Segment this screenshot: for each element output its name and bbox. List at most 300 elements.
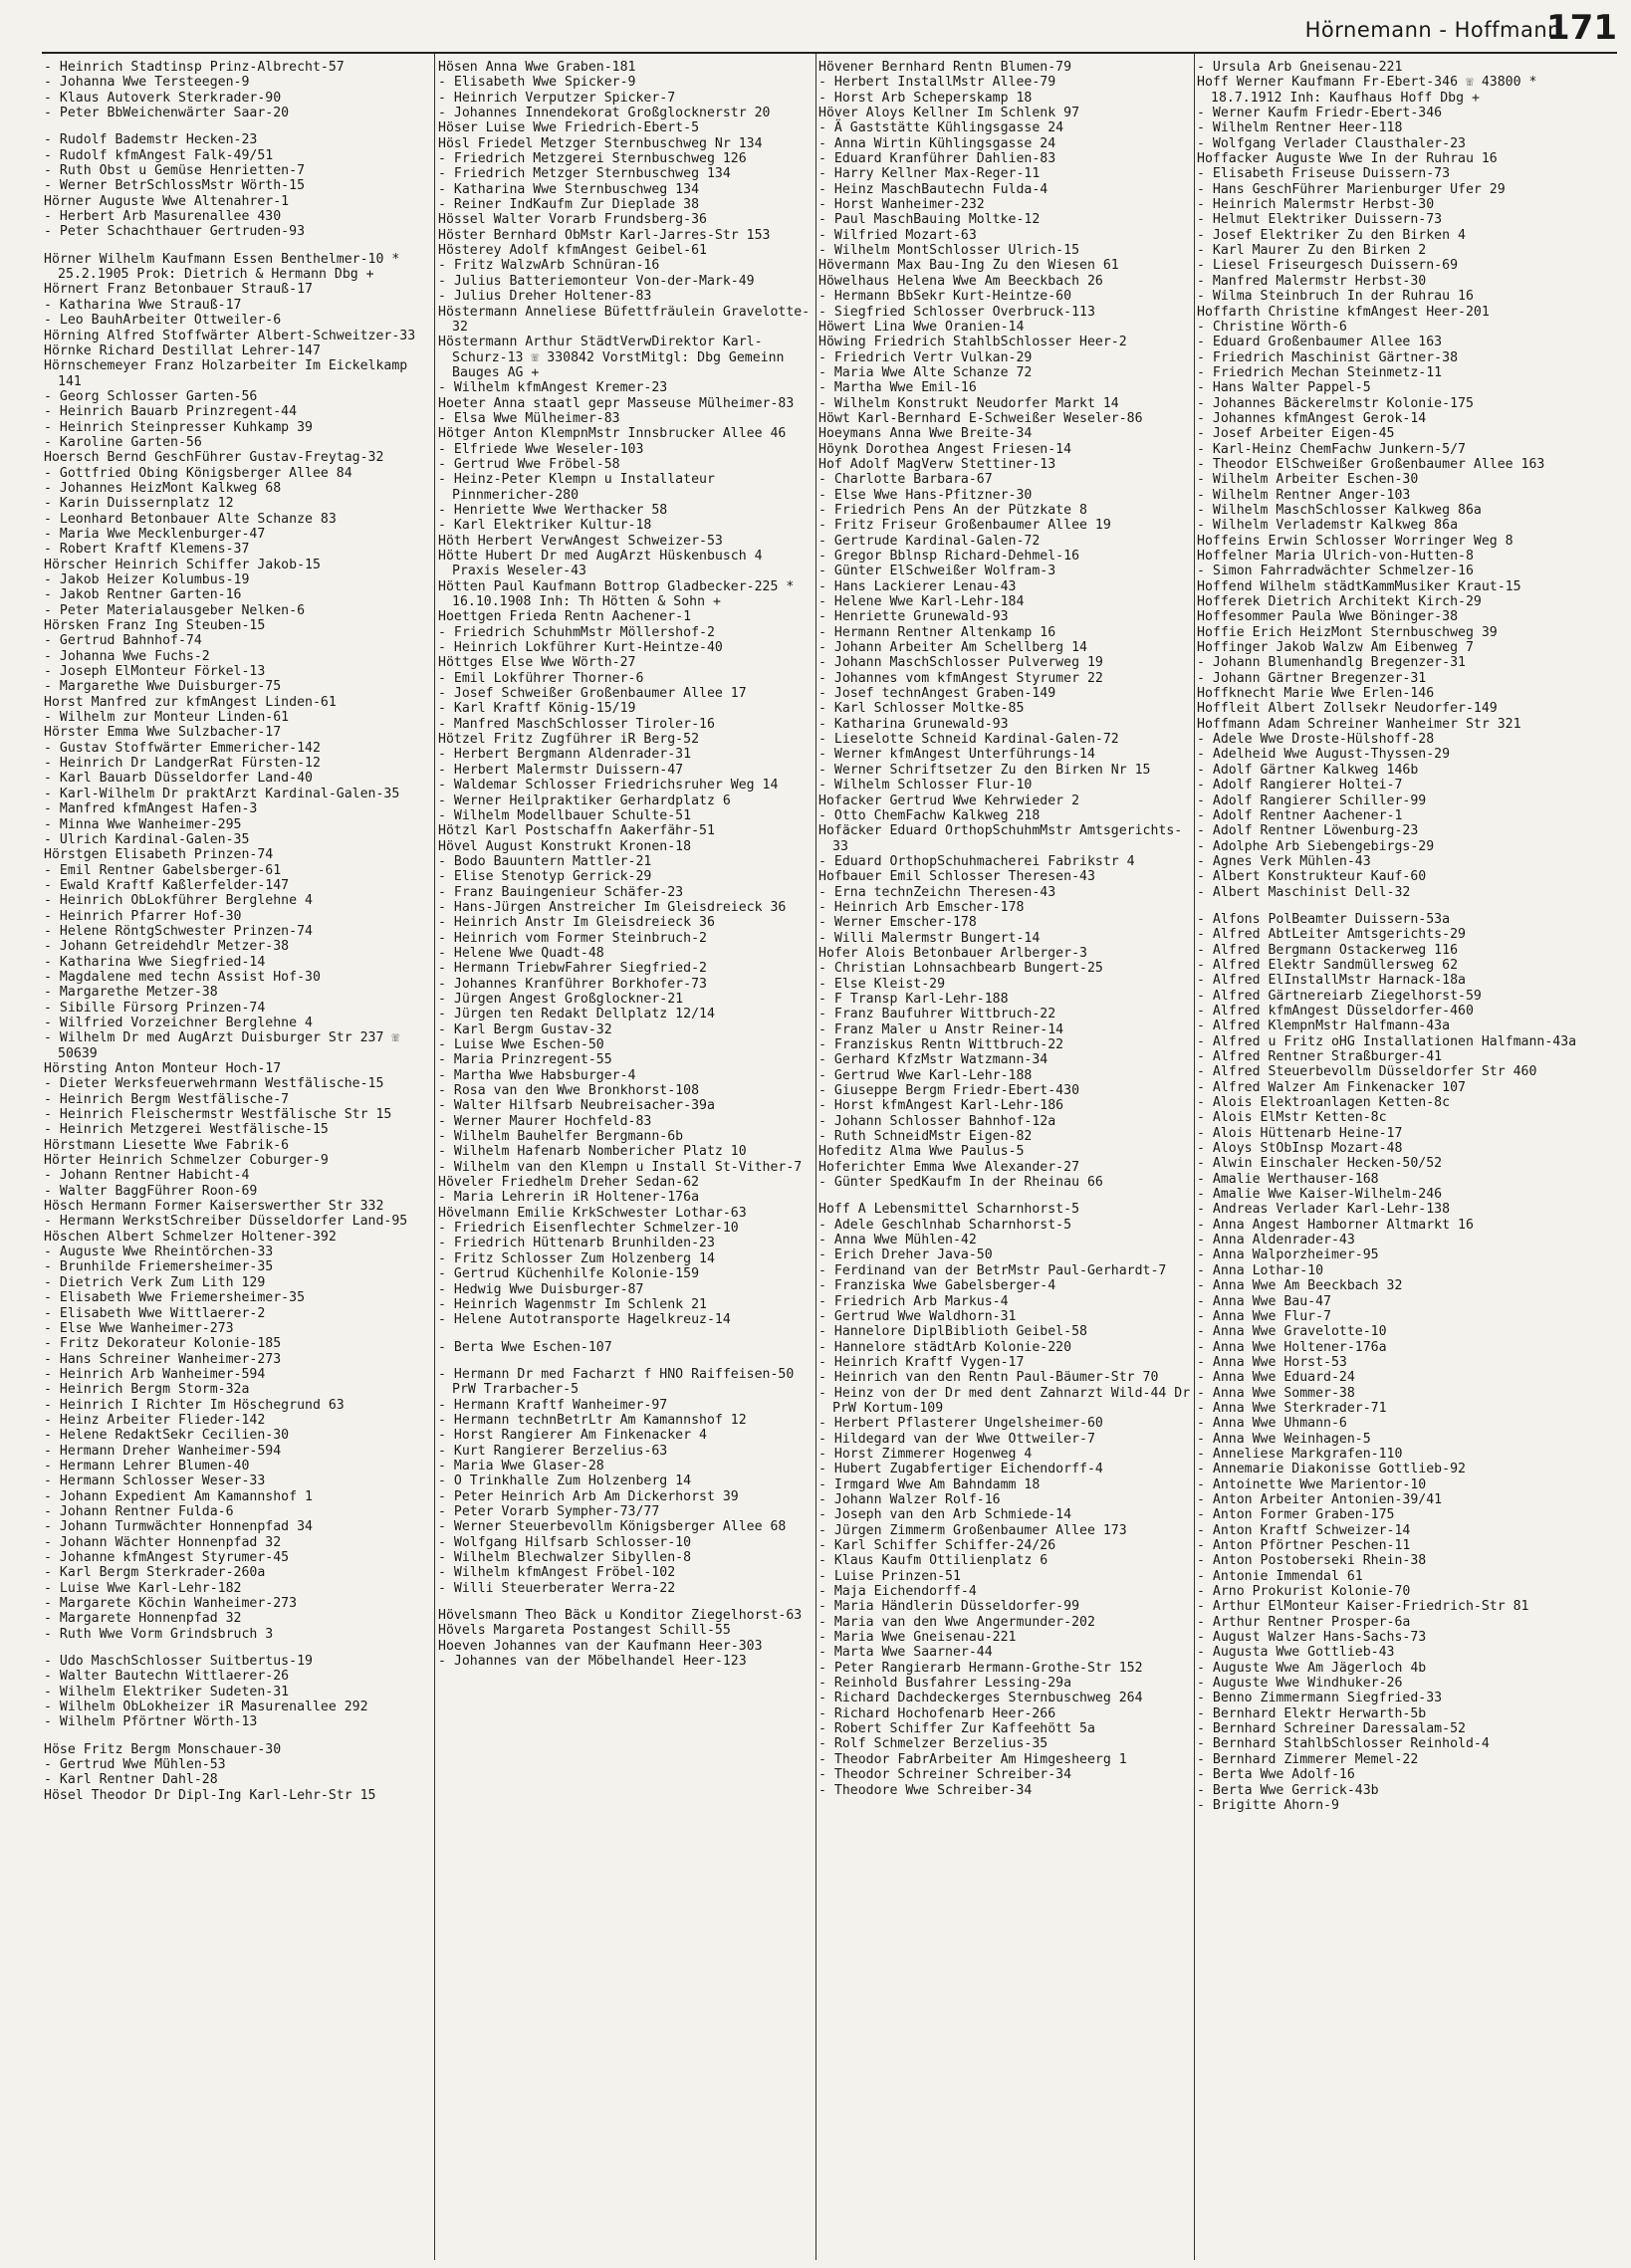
directory-entry: - Friedrich SchuhmMstr Möllershof-2 <box>438 624 715 640</box>
directory-entry: - Luise Prinzen-51 <box>818 1568 961 1584</box>
directory-entry: - Albert Maschinist Dell-32 <box>1197 884 1411 900</box>
directory-entry: - Heinrich Bauarb Prinzregent-44 <box>44 404 298 420</box>
directory-entry: - Elfriede Wwe Weseler-103 <box>438 441 644 457</box>
directory-entry: - Heinrich Verputzer Spicker-7 <box>438 90 676 106</box>
directory-entry: - Alfred Bergmann Ostackerweg 116 <box>1197 942 1459 958</box>
directory-entry: - Udo MaschSchlosser Suitbertus-19 <box>44 1654 313 1670</box>
directory-entry: Hövermann Max Bau-Ing Zu den Wiesen 61 <box>818 258 1119 274</box>
directory-entry: - Friedrich Metzger Sternbuschweg 134 <box>438 166 731 182</box>
directory-entry: Hof Adolf MagVerw Stettiner-13 <box>818 456 1056 472</box>
directory-entry: Hötten Paul Kaufmann Bottrop Gladbecker-225 * 16.10.1908 Inh: Th Hötten & Sohn + <box>438 578 795 610</box>
directory-entry: - Gertrud Wwe Waldhorn-31 <box>818 1308 1017 1324</box>
directory-entry: - Adelheid Wwe August-Thyssen-29 <box>1197 747 1451 763</box>
directory-entry: - Franziska Wwe Gabelsberger-4 <box>818 1278 1056 1294</box>
directory-entry: Hösen Anna Wwe Graben-181 <box>438 60 636 75</box>
directory-entry: - Johanna Wwe Tersteegen-9 <box>44 75 250 91</box>
directory-entry: - Marta Wwe Saarner-44 <box>818 1645 993 1661</box>
directory-entry: - Wilhelm Rentner Anger-103 <box>1197 487 1411 503</box>
directory-entry: - Anna Aldenrader-43 <box>1197 1233 1355 1248</box>
directory-entry: - Elsa Wwe Mülheimer-83 <box>438 410 620 426</box>
directory-entry: - Julius Dreher Holtener-83 <box>438 289 652 305</box>
directory-entry: - Heinz von der Dr med dent Zahnarzt Wild-44 Dr PrW Kortum-109 <box>818 1385 1191 1416</box>
directory-entry: - Erna technZeichn Theresen-43 <box>818 884 1056 900</box>
directory-entry: - Gottfried Obing Königsberger Allee 84 <box>44 465 352 481</box>
directory-entry: Hövener Bernhard Rentn Blumen-79 <box>818 60 1072 75</box>
directory-entry: - Gregor Bblnsp Richard-Dehmel-16 <box>818 549 1080 564</box>
directory-entry: Hoff A Lebensmittel Scharnhorst-5 <box>818 1202 1080 1218</box>
directory-entry: - Karl-Heinz ChemFachw Junkern-5/7 <box>1197 441 1466 457</box>
directory-entry: - Anna Wwe Horst-53 <box>1197 1354 1347 1370</box>
directory-entry: - Anton Postoberseki Rhein-38 <box>1197 1553 1427 1569</box>
directory-entry: - Bernhard Elektr Herwarth-5b <box>1197 1705 1427 1721</box>
directory-entry: - Alfons PolBeamter Duissern-53a <box>1197 911 1451 927</box>
directory-entry: - Alfred u Fritz oHG Installationen Halfmann-43a <box>1197 1033 1577 1049</box>
directory-entry: - Alfred Gärtnereiarb Ziegelhorst-59 <box>1197 988 1482 1004</box>
directory-entry: - Hermann Schlosser Weser-33 <box>44 1474 266 1489</box>
directory-entry: - Jürgen Zimmerm Großenbaumer Allee 173 <box>818 1522 1127 1538</box>
directory-entry: - Anna Wwe Am Beeckbach 32 <box>1197 1278 1403 1294</box>
directory-entry: - Wilhelm Blechwalzer Sibyllen-8 <box>438 1550 692 1565</box>
directory-entry: Hoferichter Emma Wwe Alexander-27 <box>818 1159 1080 1175</box>
directory-entry: - Hermann Dreher Wanheimer-594 <box>44 1443 282 1459</box>
directory-entry: - Anna Wwe Sommer-38 <box>1197 1385 1355 1401</box>
directory-entry: - Alfred ElInstallMstr Harnack-18a <box>1197 973 1466 989</box>
directory-entry: - Anton Pförtner Peschen-11 <box>1197 1538 1411 1553</box>
directory-entry: - Heinrich Lokführer Kurt-Heintze-40 <box>438 640 723 656</box>
directory-entry: - Horst Arb Scheperskamp 18 <box>818 90 1033 106</box>
directory-entry: - Richard Dachdeckerges Sternbuschweg 264 <box>818 1691 1143 1706</box>
page-header <box>0 6 1631 54</box>
directory-entry: - Johann Rentner Fulda-6 <box>44 1503 234 1519</box>
directory-entry: - Lieselotte Schneid Kardinal-Galen-72 <box>818 732 1119 748</box>
directory-entry: Hösl Friedel Metzger Sternbuschweg Nr 134 <box>438 135 763 151</box>
directory-entry: - Friedrich Metzgerei Sternbuschweg 126 <box>438 151 747 167</box>
directory-entry: - Friedrich Eisenflechter Schmelzer-10 <box>438 1221 739 1237</box>
directory-entry: - Maja Eichendorff-4 <box>818 1584 977 1600</box>
directory-entry: Hoffleit Albert Zollsekr Neudorfer-149 <box>1197 701 1498 717</box>
directory-entry: - Friedrich Vertr Vulkan-29 <box>818 349 1033 365</box>
directory-entry: - Franziskus Rentn Wittbruch-22 <box>818 1037 1064 1052</box>
directory-entry: - Wilhelm Schlosser Flur-10 <box>818 778 1033 794</box>
directory-entry: Hofacker Gertrud Wwe Kehrwieder 2 <box>818 793 1080 808</box>
directory-entry: - Agnes Verk Mühlen-43 <box>1197 853 1371 869</box>
directory-entry: - Fritz WalzwArb Schnüran-16 <box>438 258 660 274</box>
directory-entry: - Walter Hilfsarb Neubreisacher-39a <box>438 1098 715 1114</box>
running-head: Hörnemann - Hoffmann <box>1304 18 1561 42</box>
directory-entry: Hötte Hubert Dr med AugArzt Hüskenbusch 4 Praxis Weseler-43 <box>438 549 763 579</box>
directory-entry: - Manfred MaschSchlosser Tiroler-16 <box>438 716 715 732</box>
directory-entry: Hoff Werner Kaufmann Fr-Ebert-346 ☏ 43800 * 18.7.1912 Inh: Kaufhaus Hoff Dbg + <box>1197 75 1537 106</box>
directory-entry: Hörscher Heinrich Schiffer Jakob-15 <box>44 557 321 572</box>
directory-entry: - Werner Steuerbevollm Königsberger Allee 68 <box>438 1519 787 1535</box>
directory-entry: - Bernhard StahlbSchlosser Reinhold-4 <box>1197 1736 1490 1752</box>
directory-entry: - Anna Angest Hamborner Altmarkt 16 <box>1197 1217 1474 1233</box>
directory-entry: Hoffarth Christine kfmAngest Heer-201 <box>1197 304 1490 320</box>
directory-entry: - Margarethe Wwe Duisburger-75 <box>44 679 282 695</box>
directory-entry: - Alfred AbtLeiter Amtsgerichts-29 <box>1197 927 1466 943</box>
directory-entry: - Elisabeth Wwe Spicker-9 <box>438 75 636 91</box>
directory-entry: - Wilhelm Arbeiter Eschen-30 <box>1197 472 1419 488</box>
directory-entry: Höwt Karl-Bernhard E-Schweißer Weseler-86 <box>818 410 1143 426</box>
directory-entry: - Else Kleist-29 <box>818 976 946 992</box>
directory-entry: - Peter Heinrich Arb Am Dickerhorst 39 <box>438 1488 739 1504</box>
directory-entry: - Walter BaggFührer Roon-69 <box>44 1183 258 1199</box>
directory-entry: - Anneliese Markgrafen-110 <box>1197 1446 1403 1462</box>
directory-entry: - Heinrich vom Former Steinbruch-2 <box>438 930 707 946</box>
directory-entry: - Rudolf kfmAngest Falk-49/51 <box>44 147 274 163</box>
directory-entry: - Rosa van den Wwe Bronkhorst-108 <box>438 1083 700 1099</box>
directory-entry: - Heinrich Bergm Westfälische-7 <box>44 1091 290 1107</box>
directory-entry: Hösel Theodor Dr Dipl-Ing Karl-Lehr-Str 15 <box>44 1787 376 1803</box>
directory-entry: - Friedrich Hüttenarb Brunhilden-23 <box>438 1236 715 1251</box>
directory-entry: - Hermann Lehrer Blumen-40 <box>44 1458 250 1474</box>
directory-entry: - Hermann BbSekr Kurt-Heintze-60 <box>818 289 1072 305</box>
directory-entry: - Aloys StObInsp Mozart-48 <box>1197 1141 1403 1157</box>
directory-entry: - Emil Lokführer Thorner-6 <box>438 670 644 686</box>
directory-entry: - Wilhelm Elektriker Sudeten-31 <box>44 1684 290 1700</box>
directory-entry: - Margarethe Metzer-38 <box>44 985 218 1001</box>
directory-entry: - Franz Bauingenieur Schäfer-23 <box>438 884 684 900</box>
directory-entry: - Katharina Wwe Strauß-17 <box>44 297 242 313</box>
directory-entry: - Heinrich Steinpresser Kuhkamp 39 <box>44 419 313 435</box>
directory-entry: - Hannelore DiplBiblioth Geibel-58 <box>818 1324 1087 1340</box>
directory-entry: - Johann Wächter Honnenpfad 32 <box>44 1534 282 1550</box>
directory-entry: - Heinrich Pfarrer Hof-30 <box>44 908 242 924</box>
directory-entry: - Auguste Wwe Windhuker-26 <box>1197 1676 1403 1692</box>
directory-entry: - Heinz-Peter Klempn u Installateur Pinnmericher-280 <box>438 472 715 503</box>
directory-entry: - Charlotte Barbara-67 <box>818 472 993 488</box>
directory-entry: - Josef Schweißer Großenbaumer Allee 17 <box>438 686 747 702</box>
column-divider <box>434 54 435 2260</box>
directory-entry: - Katharina Wwe Siegfried-14 <box>44 954 266 970</box>
directory-entry: - Wilhelm Verlademstr Kalkweg 86a <box>1197 518 1459 534</box>
directory-entry: - Heinrich Arb Wanheimer-594 <box>44 1366 266 1382</box>
directory-entry: - Karin Duissernplatz 12 <box>44 496 234 512</box>
directory-entry: - Auguste Wwe Rheintörchen-33 <box>44 1245 274 1260</box>
directory-entry: - Josef Arbeiter Eigen-45 <box>1197 426 1395 442</box>
directory-entry: - Willi Steuerberater Werra-22 <box>438 1580 676 1596</box>
directory-entry: - Wilhelm zur Monteur Linden-61 <box>44 710 290 726</box>
directory-entry: - Ruth Obst u Gemüse Henrietten-7 <box>44 163 306 179</box>
directory-entry: Hoffacker Auguste Wwe In der Ruhrau 16 <box>1197 151 1498 167</box>
directory-entry: - Heinrich Stadtinsp Prinz-Albrecht-57 <box>44 60 345 75</box>
directory-entry: Höstermann Arthur StädtVerwDirektor Karl-Schurz-13 ☏ 330842 VorstMitgl: Dbg Gemeinn Bauges AG + <box>438 335 785 380</box>
directory-entry: - Irmgard Wwe Am Bahndamm 18 <box>818 1476 1041 1492</box>
directory-entry: - Adolphe Arb Siebengebirgs-29 <box>1197 838 1435 854</box>
directory-entry: - Liesel Friseurgesch Duissern-69 <box>1197 258 1459 274</box>
directory-entry: - Margarete Köchin Wanheimer-273 <box>44 1596 298 1612</box>
directory-entry: - Friedrich Mechan Steinmetz-11 <box>1197 364 1443 380</box>
directory-entry: Höth Herbert VerwAngest Schweizer-53 <box>438 533 723 549</box>
directory-entry: - Horst Zimmerer Hogenweg 4 <box>818 1446 1033 1462</box>
directory-entry: Hoersch Bernd GeschFührer Gustav-Freytag-32 <box>44 450 384 466</box>
directory-entry: - Johann Schlosser Bahnhof-12a <box>818 1113 1056 1129</box>
directory-entry: Hösterey Adolf kfmAngest Geibel-61 <box>438 243 707 259</box>
directory-entry: Hoettgen Frieda Rentn Aachener-1 <box>438 609 692 625</box>
directory-entry: - Annemarie Diakonisse Gottlieb-92 <box>1197 1462 1466 1477</box>
directory-entry: - Werner Maurer Hochfeld-83 <box>438 1113 652 1129</box>
directory-entry: - Heinrich I Richter Im Höschegrund 63 <box>44 1397 345 1413</box>
directory-entry: - Adolf Rangierer Schiller-99 <box>1197 793 1427 808</box>
directory-entry: Hörner Auguste Wwe Altenahrer-1 <box>44 193 290 209</box>
directory-entry: - Georg Schlosser Garten-56 <box>44 388 258 404</box>
directory-entry: - Helene RöntgSchwester Prinzen-74 <box>44 923 313 939</box>
directory-entry: - Paul MaschBauing Moltke-12 <box>818 212 1041 228</box>
directory-entry: - Ewald Kraftf Kaßlerfelder-147 <box>44 877 290 893</box>
directory-entry: - Hildegard van der Wwe Ottweiler-7 <box>818 1431 1095 1447</box>
directory-entry: - Wilhelm Konstrukt Neudorfer Markt 14 <box>818 395 1119 411</box>
directory-entry: - Luise Wwe Karl-Lehr-182 <box>44 1580 242 1596</box>
directory-entry: - Günter ElSchweißer Wolfram-3 <box>818 564 1056 579</box>
directory-entry: - Hubert Zugabfertiger Eichendorff-4 <box>818 1462 1103 1477</box>
directory-entry: - Willi Malermstr Bungert-14 <box>818 930 1041 946</box>
directory-entry: - Peter Rangierarb Hermann-Grothe-Str 152 <box>818 1660 1143 1676</box>
directory-entry: - Manfred Malermstr Herbst-30 <box>1197 273 1427 289</box>
directory-entry: - Friedrich Pens An der Pützkate 8 <box>818 502 1087 518</box>
directory-entry: - Adolf Rangierer Holtei-7 <box>1197 778 1403 794</box>
directory-entry: Hörsken Franz Ing Steuben-15 <box>44 618 266 634</box>
directory-entry: Höwelhaus Helena Wwe Am Beeckbach 26 <box>818 273 1103 289</box>
directory-entry: - Theodor FabrArbeiter Am Himgesheerg 1 <box>818 1751 1127 1767</box>
directory-column-1 <box>44 60 430 2260</box>
directory-entry: - Anna Wwe Eduard-24 <box>1197 1370 1355 1386</box>
directory-entry: Hoffknecht Marie Wwe Erlen-146 <box>1197 686 1435 702</box>
directory-entry: - Johanne kfmAngest Styrumer-45 <box>44 1550 290 1565</box>
directory-entry: - Ä Gaststätte Kühlingsgasse 24 <box>818 120 1064 136</box>
directory-entry: - Johannes HeizMont Kalkweg 68 <box>44 480 282 496</box>
directory-entry: - Wilhelm kfmAngest Kremer-23 <box>438 380 668 396</box>
directory-entry: - Benno Zimmermann Siegfried-33 <box>1197 1691 1443 1706</box>
directory-entry: - Johannes Kranführer Borkhofer-73 <box>438 976 707 992</box>
directory-entry: - Auguste Wwe Am Jägerloch 4b <box>1197 1660 1427 1676</box>
directory-entry: - Adele Geschlnhab Scharnhorst-5 <box>818 1217 1072 1233</box>
directory-entry: - Henriette Grunewald-93 <box>818 609 1009 625</box>
directory-entry: - Manfred kfmAngest Hafen-3 <box>44 801 258 817</box>
directory-entry: - Else Wwe Wanheimer-273 <box>44 1320 234 1336</box>
directory-entry: - Helene RedaktSekr Cecilien-30 <box>44 1428 290 1444</box>
directory-entry: Hörnert Franz Betonbauer Strauß-17 <box>44 282 313 298</box>
directory-entry: - Heinrich van den Rentn Paul-Bäumer-Str 70 <box>818 1370 1159 1386</box>
directory-entry: - Gertrud Wwe Karl-Lehr-188 <box>818 1067 1033 1083</box>
directory-entry: - Alfred Rentner Straßburger-41 <box>1197 1049 1443 1064</box>
directory-entry: Hoffmann Adam Schreiner Wanheimer Str 321 <box>1197 716 1521 732</box>
directory-entry: - Johann Blumenhandlg Bregenzer-31 <box>1197 655 1466 671</box>
directory-entry: - Wilhelm MaschSchlosser Kalkweg 86a <box>1197 502 1482 518</box>
directory-entry: Höster Bernhard ObMstr Karl-Jarres-Str 153 <box>438 227 771 243</box>
directory-entry: - Hermann Kraftf Wanheimer-97 <box>438 1397 668 1413</box>
directory-entry: - Karoline Garten-56 <box>44 434 202 450</box>
directory-entry: - Wilfried Mozart-63 <box>818 227 977 243</box>
directory-entry: - Amalie Wwe Kaiser-Wilhelm-246 <box>1197 1187 1443 1203</box>
directory-entry: - Herbert Bergmann Aldenrader-31 <box>438 747 692 763</box>
directory-entry: Hösch Hermann Former Kaiserswerther Str 332 <box>44 1199 384 1215</box>
directory-entry: - Hermann Rentner Altenkamp 16 <box>818 624 1056 640</box>
directory-entry: - Adolf Rentner Aachener-1 <box>1197 807 1403 823</box>
directory-entry: Hofferek Dietrich Architekt Kirch-29 <box>1197 594 1482 610</box>
directory-entry: - Hermann Dr med Facharzt f HNO Raiffeisen-50 PrW Trarbacher-5 <box>438 1366 795 1398</box>
directory-entry: - Fritz Schlosser Zum Holzenberg 14 <box>438 1250 715 1266</box>
directory-entry: - Jakob Rentner Garten-16 <box>44 587 242 603</box>
directory-entry: - Gertrud Wwe Fröbel-58 <box>438 456 620 472</box>
directory-entry: - Rudolf Bademstr Hecken-23 <box>44 132 258 148</box>
directory-entry: - Ferdinand van der BetrMstr Paul-Gerhardt-7 <box>818 1262 1167 1278</box>
directory-entry: - Alfred Walzer Am Finkenacker 107 <box>1197 1079 1466 1095</box>
directory-entry: - Leonhard Betonbauer Alte Schanze 83 <box>44 511 337 527</box>
directory-entry: - O Trinkhalle Zum Holzenberg 14 <box>438 1474 692 1489</box>
directory-entry: - Alois ElMstr Ketten-8c <box>1197 1110 1387 1126</box>
directory-entry: - Gerhard KfzMstr Watzmann-34 <box>818 1052 1048 1068</box>
directory-entry: - Günter SpedKaufm In der Rheinau 66 <box>818 1175 1103 1191</box>
directory-entry: - Simon Fahrradwächter Schmelzer-16 <box>1197 564 1474 579</box>
directory-entry: - Wilhelm Modellbauer Schulte-51 <box>438 807 692 823</box>
directory-entry: - Heinz Arbeiter Flieder-142 <box>44 1412 266 1428</box>
directory-entry: Hövelmann Emilie KrkSchwester Lothar-63 <box>438 1205 747 1221</box>
directory-entry: - Joseph ElMonteur Förkel-13 <box>44 664 266 680</box>
directory-entry: - Berta Wwe Adolf-16 <box>1197 1767 1355 1783</box>
directory-entry: - Heinrich Fleischermstr Westfälische Str 15 <box>44 1107 392 1123</box>
directory-entry: - Heinrich Dr LandgerRat Fürsten-12 <box>44 756 321 772</box>
directory-entry: - Maria van den Wwe Angermunder-202 <box>818 1614 1095 1630</box>
directory-entry: - Bernhard Schreiner Daressalam-52 <box>1197 1721 1466 1737</box>
directory-entry: - Leo BauhArbeiter Ottweiler-6 <box>44 313 282 329</box>
directory-entry: - Berta Wwe Eschen-107 <box>438 1339 612 1355</box>
directory-entry: - Johann Getreidehdlr Metzer-38 <box>44 939 290 955</box>
directory-entry: - Friedrich Maschinist Gärtner-38 <box>1197 349 1459 365</box>
directory-entry: - Anna Lothar-10 <box>1197 1262 1324 1278</box>
directory-entry: - Eduard Kranführer Dahlien-83 <box>818 151 1056 167</box>
directory-entry: - Maria Wwe Alte Schanze 72 <box>818 364 1033 380</box>
directory-entry: - Sibille Fürsorg Prinzen-74 <box>44 1000 266 1016</box>
directory-entry: - Heinrich Metzgerei Westfälische-15 <box>44 1122 329 1138</box>
directory-entry: Hoffelner Maria Ulrich-von-Hutten-8 <box>1197 549 1474 564</box>
directory-entry: - Anna Wwe Bau-47 <box>1197 1293 1331 1309</box>
directory-entry: Höschen Albert Schmelzer Holtener-392 <box>44 1229 337 1245</box>
directory-entry: - Anna Wwe Flur-7 <box>1197 1308 1331 1324</box>
directory-entry: - Jakob Heizer Kolumbus-19 <box>44 572 250 587</box>
directory-entry: - Anton Arbeiter Antonien-39/41 <box>1197 1491 1443 1507</box>
directory-entry: - Horst kfmAngest Karl-Lehr-186 <box>818 1098 1064 1114</box>
directory-entry: - Arno Prokurist Kolonie-70 <box>1197 1584 1411 1600</box>
directory-entry: Höwing Friedrich StahlbSchlosser Heer-2 <box>818 335 1127 350</box>
directory-entry: - Christian Lohnsachbearb Bungert-25 <box>818 961 1103 977</box>
directory-entry: - Bodo Bauuntern Mattler-21 <box>438 853 652 869</box>
directory-entry: - Robert Kraftf Klemens-37 <box>44 542 250 558</box>
directory-entry: Hoeter Anna staatl gepr Masseuse Mülheimer-83 <box>438 395 795 411</box>
directory-entry: - F Transp Karl-Lehr-188 <box>818 991 1009 1007</box>
directory-entry: - Alwin Einschaler Hecken-50/52 <box>1197 1156 1443 1172</box>
directory-entry: - Alfred Elektr Sandmüllersweg 62 <box>1197 957 1459 973</box>
directory-entry: - Waldemar Schlosser Friedrichsruher Weg 14 <box>438 778 779 794</box>
directory-entry: - Giuseppe Bergm Friedr-Ebert-430 <box>818 1083 1080 1099</box>
directory-entry: - August Walzer Hans-Sachs-73 <box>1197 1630 1427 1646</box>
directory-entry: - Karl Bergm Sterkrader-260a <box>44 1565 266 1581</box>
directory-entry: - Magdalene med techn Assist Hof-30 <box>44 969 321 985</box>
directory-entry: - Anton Former Graben-175 <box>1197 1507 1395 1523</box>
directory-entry: Hofäcker Eduard OrthopSchuhmMstr Amtsgerichts-33 <box>818 823 1183 854</box>
directory-entry: - Berta Wwe Gerrick-43b <box>1197 1782 1379 1798</box>
directory-entry: - Walter Bautechn Wittlaerer-26 <box>44 1669 290 1685</box>
directory-entry: Hörner Wilhelm Kaufmann Essen Benthelmer-10 * 25.2.1905 Prok: Dietrich & Hermann Dbg + <box>44 251 400 283</box>
directory-entry: - Werner Emscher-178 <box>818 915 977 931</box>
directory-entry: - Gertrud Bahnhof-74 <box>44 633 202 649</box>
directory-entry: - Wilhelm Dr med AugArzt Duisburger Str 237 ☏ 50639 <box>44 1030 400 1061</box>
directory-entry: Höynk Dorothea Angest Friesen-14 <box>818 441 1072 457</box>
directory-entry: - Heinrich ObLokführer Berglehne 4 <box>44 893 313 909</box>
directory-entry: - Johannes Bäckerelmstr Kolonie-175 <box>1197 395 1474 411</box>
directory-entry: - Rolf Schmelzer Berzelius-35 <box>818 1736 1048 1752</box>
directory-entry: - Maria Wwe Mecklenburger-47 <box>44 526 266 542</box>
directory-entry: Höver Aloys Kellner Im Schlenk 97 <box>818 106 1080 121</box>
directory-entry: - Richard Hochofenarb Heer-266 <box>818 1705 1056 1721</box>
directory-entry: - Andreas Verlader Karl-Lehr-138 <box>1197 1202 1451 1218</box>
directory-entry: - Brigitte Ahorn-9 <box>1197 1797 1339 1813</box>
directory-entry: - Maria Wwe Gneisenau-221 <box>818 1630 1017 1646</box>
directory-entry: Hörnschemeyer Franz Holzarbeiter Im Eickelkamp 141 <box>44 358 408 389</box>
directory-entry: - Adolf Gärtner Kalkweg 146b <box>1197 762 1419 778</box>
directory-entry: - Johann MaschSchlosser Pulverweg 19 <box>818 655 1103 671</box>
directory-entry: - Wilhelm MontSchlosser Ulrich-15 <box>818 243 1080 259</box>
directory-entry: - Heinrich Wagenmstr Im Schlenk 21 <box>438 1296 707 1312</box>
directory-entry: - Bernhard Zimmerer Memel-22 <box>1197 1751 1419 1767</box>
directory-entry: - Julius Batteriemonteur Von-der-Mark-49 <box>438 273 755 289</box>
directory-entry: - Martha Wwe Habsburger-4 <box>438 1067 636 1083</box>
directory-entry: - Johannes van der Möbelhandel Heer-123 <box>438 1654 747 1670</box>
directory-entry: - Peter Schachthauer Gertruden-93 <box>44 224 306 240</box>
directory-entry: - Anna Wwe Weinhagen-5 <box>1197 1431 1371 1447</box>
directory-entry: - Theodore Wwe Schreiber-34 <box>818 1782 1033 1798</box>
directory-entry: - Franz Baufuhrer Wittbruch-22 <box>818 1007 1056 1022</box>
directory-entry: Horst Manfred zur kfmAngest Linden-61 <box>44 694 337 710</box>
directory-entry: - Elisabeth Wwe Friemersheimer-35 <box>44 1290 306 1306</box>
directory-entry: - Helmut Elektriker Duissern-73 <box>1197 212 1443 228</box>
directory-entry: - Brunhilde Friemersheimer-35 <box>44 1259 274 1275</box>
directory-entry: - Herbert InstallMstr Allee-79 <box>818 75 1056 91</box>
directory-entry: - Karl Kraftf König-15/19 <box>438 701 636 717</box>
page-number: 171 <box>1546 8 1617 48</box>
directory-entry: - Maria Prinzregent-55 <box>438 1052 612 1068</box>
directory-entry: Hörnke Richard Destillat Lehrer-147 <box>44 342 321 358</box>
directory-entry: - Horst Wanheimer-232 <box>818 197 985 213</box>
directory-entry: - Heinrich Kraftf Vygen-17 <box>818 1354 1025 1370</box>
directory-entry: - Elisabeth Wwe Wittlaerer-2 <box>44 1305 266 1321</box>
directory-entry: - Siegfried Schlosser Overbruck-113 <box>818 304 1095 320</box>
directory-entry: - Horst Rangierer Am Finkenacker 4 <box>438 1428 707 1444</box>
directory-entry: - Johannes kfmAngest Gerok-14 <box>1197 410 1427 426</box>
directory-entry: - Ruth SchneidMstr Eigen-82 <box>818 1129 1033 1145</box>
directory-entry: Höveler Friedhelm Dreher Sedan-62 <box>438 1175 700 1191</box>
directory-entry: - Fritz Dekorateur Kolonie-185 <box>44 1336 282 1352</box>
directory-entry: - Karl Elektriker Kultur-18 <box>438 518 652 534</box>
directory-entry: - Johann Expedient Am Kamannshof 1 <box>44 1488 313 1504</box>
directory-entry: - Wilhelm Pförtner Wörth-13 <box>44 1714 258 1730</box>
directory-entry: - Helene Wwe Quadt-48 <box>438 945 604 961</box>
directory-entry: - Karl Bergm Gustav-32 <box>438 1021 612 1037</box>
directory-entry: - Emil Rentner Gabelsberger-61 <box>44 862 282 878</box>
directory-entry: - Hedwig Wwe Duisburger-87 <box>438 1281 644 1297</box>
directory-entry: Hövels Margareta Postangest Schill-55 <box>438 1623 731 1639</box>
directory-entry: - Wolfgang Verlader Clausthaler-23 <box>1197 135 1466 151</box>
directory-entry: - Christine Wörth-6 <box>1197 319 1347 335</box>
directory-entry: - Otto ChemFachw Kalkweg 218 <box>818 807 1041 823</box>
directory-entry: Höttges Else Wwe Wörth-27 <box>438 655 636 671</box>
directory-entry: - Friedrich Arb Markus-4 <box>818 1293 1009 1309</box>
directory-entry: - Fritz Friseur Großenbaumer Allee 19 <box>818 518 1111 534</box>
directory-entry: - Heinrich Bergm Storm-32a <box>44 1382 250 1398</box>
directory-entry: - Heinrich Arb Emscher-178 <box>818 899 1025 915</box>
directory-entry: - Werner BetrSchlossMstr Wörth-15 <box>44 178 306 194</box>
directory-entry: - Wilhelm kfmAngest Fröbel-102 <box>438 1565 676 1581</box>
directory-entry: - Johannes vom kfmAngest Styrumer 22 <box>818 670 1103 686</box>
